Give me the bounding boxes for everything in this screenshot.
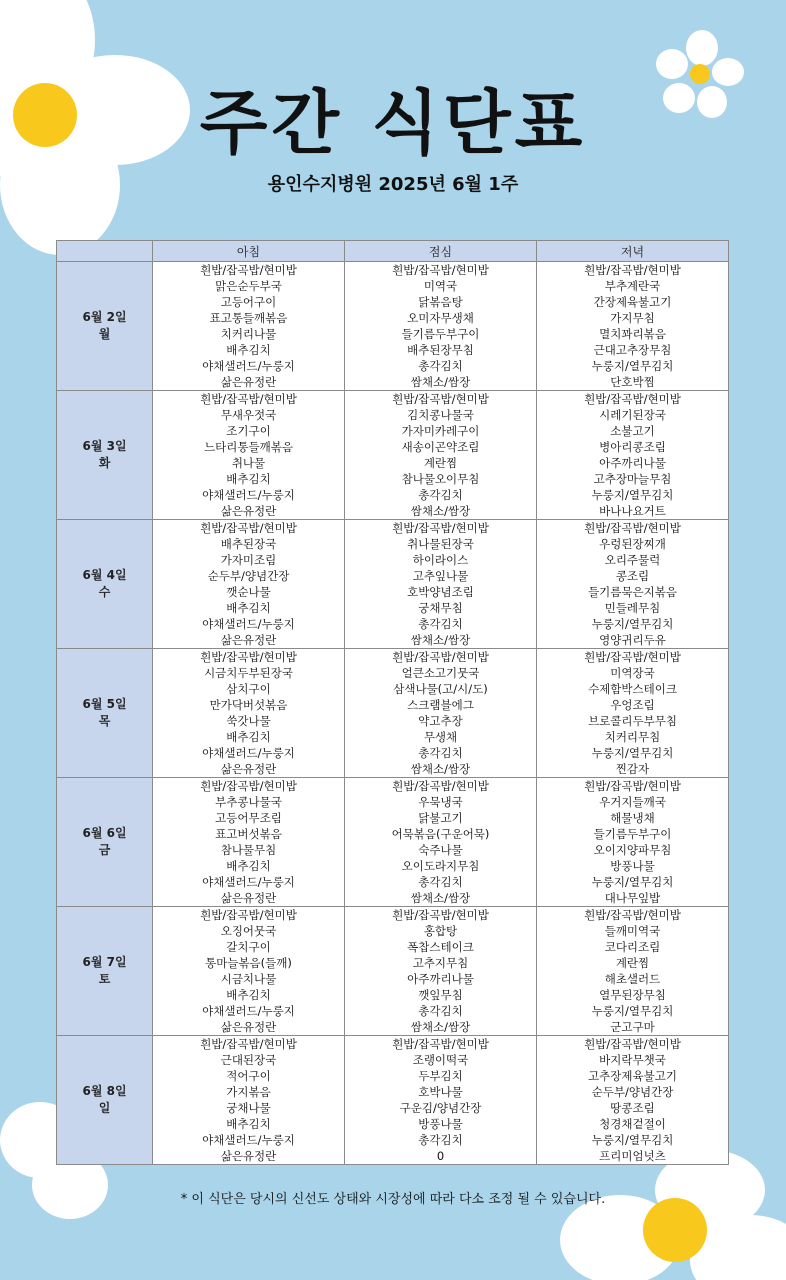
menu-item: 콩조림 (615, 569, 650, 583)
menu-item: 숙주나물 (418, 843, 463, 857)
lunch-cell (345, 1036, 537, 1165)
day-weekday: 일 (98, 1101, 111, 1115)
menu-item: 흰밥/잡곡밥/현미밥 (584, 263, 681, 277)
menu-item: 누룽지/열무김치 (591, 875, 674, 889)
menu-item: 배추김치 (226, 343, 271, 357)
menu-item: 흰밥/잡곡밥/현미밥 (200, 392, 297, 406)
menu-item: 가지무침 (610, 311, 655, 325)
dinner-cell (537, 520, 729, 649)
menu-item: 무생채 (423, 730, 458, 744)
menu-item: 쌈채소/쌈장 (410, 504, 471, 518)
menu-item: 두부김치 (418, 1069, 463, 1083)
menu-item: 얼큰소고기뭇국 (401, 666, 480, 680)
day-weekday: 토 (98, 972, 111, 986)
menu-item: 총각김치 (418, 1004, 463, 1018)
day-label (57, 520, 153, 649)
day-row (57, 391, 729, 520)
menu-item: 삶은유정란 (220, 1149, 277, 1163)
menu-item: 무새우젓국 (220, 408, 277, 422)
menu-item: 어묵볶음(구운어묵) (391, 827, 490, 841)
menu-item: 우렁된장찌개 (599, 537, 666, 551)
menu-item: 고등어무조림 (215, 811, 282, 825)
menu-item: 우엉조림 (610, 698, 655, 712)
menu-item: 삶은유정란 (220, 633, 277, 647)
menu-item: 닭볶음탕 (418, 295, 463, 309)
menu-item: 흰밥/잡곡밥/현미밥 (392, 650, 489, 664)
menu-item: 치커리무침 (604, 730, 661, 744)
menu-item: 쌈채소/쌈장 (410, 762, 471, 776)
menu-item: 흰밥/잡곡밥/현미밥 (392, 1037, 489, 1051)
dinner-cell (537, 1036, 729, 1165)
menu-item: 가자미카레구이 (401, 424, 480, 438)
menu-item: 쑥갓나물 (226, 714, 271, 728)
menu-item: 쌈채소/쌈장 (410, 891, 471, 905)
menu-item: 흰밥/잡곡밥/현미밥 (200, 908, 297, 922)
menu-item: 순두부/양념간장 (207, 569, 290, 583)
day-label (57, 907, 153, 1036)
menu-item: 흰밥/잡곡밥/현미밥 (200, 263, 297, 277)
dinner-cell (537, 907, 729, 1036)
menu-item: 멸치꽈리볶음 (599, 327, 666, 341)
menu-item: 배추된장국 (220, 537, 277, 551)
dinner-cell (537, 391, 729, 520)
menu-item: 배추김치 (226, 601, 271, 615)
menu-item: 민들레무침 (604, 601, 661, 615)
menu-item: 삶은유정란 (220, 504, 277, 518)
menu-item: 흰밥/잡곡밥/현미밥 (392, 521, 489, 535)
menu-item: 군고구마 (610, 1020, 655, 1034)
menu-item: 배추김치 (226, 988, 271, 1002)
menu-item: 스크램블에그 (407, 698, 474, 712)
menu-item: 야채샐러드/누룽지 (202, 1133, 295, 1147)
menu-item: 방풍나물 (610, 859, 655, 873)
menu-item: 수제함박스테이크 (588, 682, 677, 696)
day-row (57, 1036, 729, 1165)
breakfast-cell (153, 520, 345, 649)
menu-item: 표고버섯볶음 (215, 827, 282, 841)
menu-item: 쌈채소/쌈장 (410, 1020, 471, 1034)
menu-item: 깻순나물 (226, 585, 271, 599)
menu-item: 흰밥/잡곡밥/현미밥 (392, 263, 489, 277)
breakfast-cell (153, 391, 345, 520)
menu-item: 흰밥/잡곡밥/현미밥 (200, 779, 297, 793)
breakfast-cell (153, 262, 345, 391)
menu-item: 흰밥/잡곡밥/현미밥 (200, 1037, 297, 1051)
day-date: 6월 2일 (82, 310, 127, 324)
menu-item: 만가닥버섯볶음 (209, 698, 288, 712)
menu-item: 약고추장 (418, 714, 463, 728)
menu-item: 흰밥/잡곡밥/현미밥 (584, 650, 681, 664)
menu-item: 대나무잎밥 (604, 891, 661, 905)
menu-item: 흰밥/잡곡밥/현미밥 (584, 908, 681, 922)
menu-item: 계란찜 (423, 456, 458, 470)
menu-item: 흰밥/잡곡밥/현미밥 (392, 392, 489, 406)
menu-item: 총각김치 (418, 617, 463, 631)
menu-item: 단호박찜 (610, 375, 655, 389)
menu-item: 야채샐러드/누룽지 (202, 746, 295, 760)
menu-item: 해물냉채 (610, 811, 655, 825)
menu-item: 프리미엄넛츠 (599, 1149, 666, 1163)
menu-item: 흰밥/잡곡밥/현미밥 (200, 650, 297, 664)
menu-item: 미역장국 (610, 666, 655, 680)
menu-item: 고추장제육불고기 (588, 1069, 677, 1083)
menu-item: 조랭이떡국 (412, 1053, 469, 1067)
menu-item: 야채샐러드/누룽지 (202, 617, 295, 631)
menu-item: 호박나물 (418, 1085, 463, 1099)
header-breakfast: 아침 (153, 241, 345, 262)
day-label (57, 391, 153, 520)
menu-item: 고등어구이 (220, 295, 277, 309)
day-weekday: 목 (98, 714, 111, 728)
menu-item: 누룽지/열무김치 (591, 359, 674, 373)
day-weekday: 월 (98, 327, 111, 341)
day-label (57, 262, 153, 391)
menu-item: 순두부/양념간장 (591, 1085, 674, 1099)
menu-item: 배추김치 (226, 1117, 271, 1131)
menu-item: 삶은유정란 (220, 375, 277, 389)
menu-item: 삶은유정란 (220, 1020, 277, 1034)
menu-item: 흰밥/잡곡밥/현미밥 (584, 521, 681, 535)
menu-item: 삶은유정란 (220, 891, 277, 905)
header-corner (57, 241, 153, 262)
menu-item: 흰밥/잡곡밥/현미밥 (392, 908, 489, 922)
menu-item: 폭찹스테이크 (407, 940, 474, 954)
menu-item: 닭불고기 (418, 811, 463, 825)
menu-item: 들기름두부구이 (401, 327, 480, 341)
menu-item: 총각김치 (418, 746, 463, 760)
menu-item: 오미자무생채 (407, 311, 474, 325)
menu-item: 흰밥/잡곡밥/현미밥 (392, 779, 489, 793)
menu-item: 삼색나물(고/시/도) (393, 682, 488, 696)
lunch-cell (345, 391, 537, 520)
menu-item: 해초샐러드 (604, 972, 661, 986)
menu-item: 하이라이스 (412, 553, 469, 567)
menu-item: 총각김치 (418, 1133, 463, 1147)
menu-item: 시금치나물 (220, 972, 277, 986)
menu-item: 누룽지/열무김치 (591, 746, 674, 760)
lunch-cell (345, 262, 537, 391)
menu-item: 김치콩나물국 (407, 408, 474, 422)
menu-item: 총각김치 (418, 875, 463, 889)
day-date: 6월 7일 (82, 955, 127, 969)
day-label (57, 778, 153, 907)
menu-item: 영양귀리두유 (599, 633, 666, 647)
menu-item: 간장제육불고기 (593, 295, 672, 309)
menu-item: 부추콩나물국 (215, 795, 282, 809)
day-row (57, 649, 729, 778)
flower-bottom-right-icon (560, 1150, 786, 1280)
menu-item: 병아리콩조림 (599, 440, 666, 454)
menu-item: 통마늘볶음(들깨) (205, 956, 292, 970)
menu-item: 총각김치 (418, 359, 463, 373)
menu-item: 홍합탕 (423, 924, 458, 938)
footnote: * 이 식단은 당시의 신선도 상태와 시장성에 따라 다소 조정 될 수 있습니다. (180, 1192, 606, 1207)
menu-item: 궁채무침 (418, 601, 463, 615)
menu-item: 들기름묵은지볶음 (588, 585, 677, 599)
lunch-cell (345, 778, 537, 907)
menu-item: 배추된장무침 (407, 343, 474, 357)
day-date: 6월 3일 (82, 439, 127, 453)
menu-item: 호박양념조림 (407, 585, 474, 599)
menu-item: 취나물된장국 (407, 537, 474, 551)
menu-item: 깻잎무침 (418, 988, 463, 1002)
menu-item: 치커리나물 (220, 327, 277, 341)
menu-item: 누룽지/열무김치 (591, 1133, 674, 1147)
day-date: 6월 8일 (82, 1084, 127, 1098)
menu-item: 총각김치 (418, 488, 463, 502)
menu-item: 참나물무침 (220, 843, 277, 857)
menu-item: 근대된장국 (220, 1053, 277, 1067)
menu-item: 아주까리나물 (407, 972, 474, 986)
menu-item: 흰밥/잡곡밥/현미밥 (584, 779, 681, 793)
menu-item: 맑은순두부국 (215, 279, 282, 293)
menu-item: 조기구이 (226, 424, 271, 438)
page-subtitle: 용인수지병원 2025년 6월 1주 (267, 174, 519, 195)
menu-item: 바나나요거트 (599, 504, 666, 518)
menu-item: 소불고기 (610, 424, 655, 438)
menu-item: 쌈채소/쌈장 (410, 375, 471, 389)
menu-item: 가자미조림 (220, 553, 277, 567)
menu-item: 방풍나물 (418, 1117, 463, 1131)
breakfast-cell (153, 907, 345, 1036)
menu-item: 바지락무챗국 (599, 1053, 666, 1067)
menu-item: 아주까리나물 (599, 456, 666, 470)
menu-item: 땅콩조림 (610, 1101, 655, 1115)
menu-item: 0 (436, 1149, 445, 1163)
menu-item: 오징어뭇국 (220, 924, 277, 938)
menu-item: 새송이곤약조림 (401, 440, 480, 454)
menu-item: 느타리통들깨볶음 (204, 440, 293, 454)
menu-item: 적어구이 (226, 1069, 271, 1083)
lunch-cell (345, 907, 537, 1036)
menu-item: 누룽지/열무김치 (591, 1004, 674, 1018)
day-weekday: 금 (98, 843, 111, 857)
dinner-cell (537, 649, 729, 778)
day-date: 6월 5일 (82, 697, 127, 711)
menu-item: 흰밥/잡곡밥/현미밥 (200, 521, 297, 535)
menu-item: 취나물 (231, 456, 266, 470)
menu-item: 열무된장무침 (599, 988, 666, 1002)
menu-item: 야채샐러드/누룽지 (202, 1004, 295, 1018)
day-row (57, 520, 729, 649)
menu-item: 배추김치 (226, 472, 271, 486)
day-row (57, 262, 729, 391)
breakfast-cell (153, 1036, 345, 1165)
menu-item: 부추계란국 (604, 279, 661, 293)
menu-item: 구운김/양념간장 (399, 1101, 482, 1115)
day-weekday: 화 (98, 456, 111, 470)
menu-item: 고추잎나물 (412, 569, 469, 583)
dinner-cell (537, 778, 729, 907)
menu-item: 계란찜 (615, 956, 650, 970)
menu-item: 야채샐러드/누룽지 (202, 488, 295, 502)
header-lunch: 점심 (345, 241, 537, 262)
header-dinner: 저녁 (537, 241, 729, 262)
menu-item: 흰밥/잡곡밥/현미밥 (584, 1037, 681, 1051)
day-date: 6월 6일 (82, 826, 127, 840)
dinner-cell (537, 262, 729, 391)
day-label (57, 649, 153, 778)
menu-table (56, 240, 729, 1165)
menu-item: 고추장마늘무침 (593, 472, 672, 486)
menu-item: 찐감자 (615, 762, 650, 776)
menu-item: 궁채나물 (226, 1101, 271, 1115)
menu-item: 표고통들깨볶음 (209, 311, 288, 325)
menu-item: 코다리조림 (604, 940, 661, 954)
day-row (57, 778, 729, 907)
lunch-cell (345, 520, 537, 649)
menu-item: 삶은유정란 (220, 762, 277, 776)
breakfast-cell (153, 649, 345, 778)
menu-item: 배추김치 (226, 730, 271, 744)
day-label (57, 1036, 153, 1165)
menu-item: 배추김치 (226, 859, 271, 873)
menu-item: 우거지들깨국 (599, 795, 666, 809)
menu-item: 들깨미역국 (604, 924, 661, 938)
menu-item: 삼치구이 (226, 682, 271, 696)
day-row (57, 907, 729, 1036)
menu-item: 청경채겉절이 (599, 1117, 666, 1131)
menu-item: 시금치두부된장국 (204, 666, 293, 680)
menu-item: 누룽지/열무김치 (591, 617, 674, 631)
menu-item: 고추지무침 (412, 956, 469, 970)
menu-item: 우묵냉국 (418, 795, 463, 809)
menu-item: 야채샐러드/누룽지 (202, 359, 295, 373)
page-title: 주간 식단표 (199, 82, 587, 164)
menu-item: 누룽지/열무김치 (591, 488, 674, 502)
menu-item: 오이지양파무침 (593, 843, 672, 857)
lunch-cell (345, 649, 537, 778)
menu-item: 근대고추장무침 (593, 343, 672, 357)
header-row (57, 241, 729, 262)
menu-item: 야채샐러드/누룽지 (202, 875, 295, 889)
menu-item: 참나물오이무침 (401, 472, 480, 486)
day-date: 6월 4일 (82, 568, 127, 582)
menu-item: 오리주물럭 (604, 553, 661, 567)
menu-item: 시레기된장국 (599, 408, 666, 422)
day-weekday: 수 (98, 585, 111, 599)
menu-item: 갈치구이 (226, 940, 271, 954)
menu-item: 미역국 (423, 279, 458, 293)
menu-item: 쌈채소/쌈장 (410, 633, 471, 647)
menu-item: 들기름두부구이 (593, 827, 672, 841)
menu-item: 흰밥/잡곡밥/현미밥 (584, 392, 681, 406)
menu-item: 가지볶음 (226, 1085, 271, 1099)
menu-body (57, 262, 729, 1165)
menu-item: 브로콜리두부무침 (588, 714, 677, 728)
menu-item: 오이도라지무침 (401, 859, 480, 873)
breakfast-cell (153, 778, 345, 907)
